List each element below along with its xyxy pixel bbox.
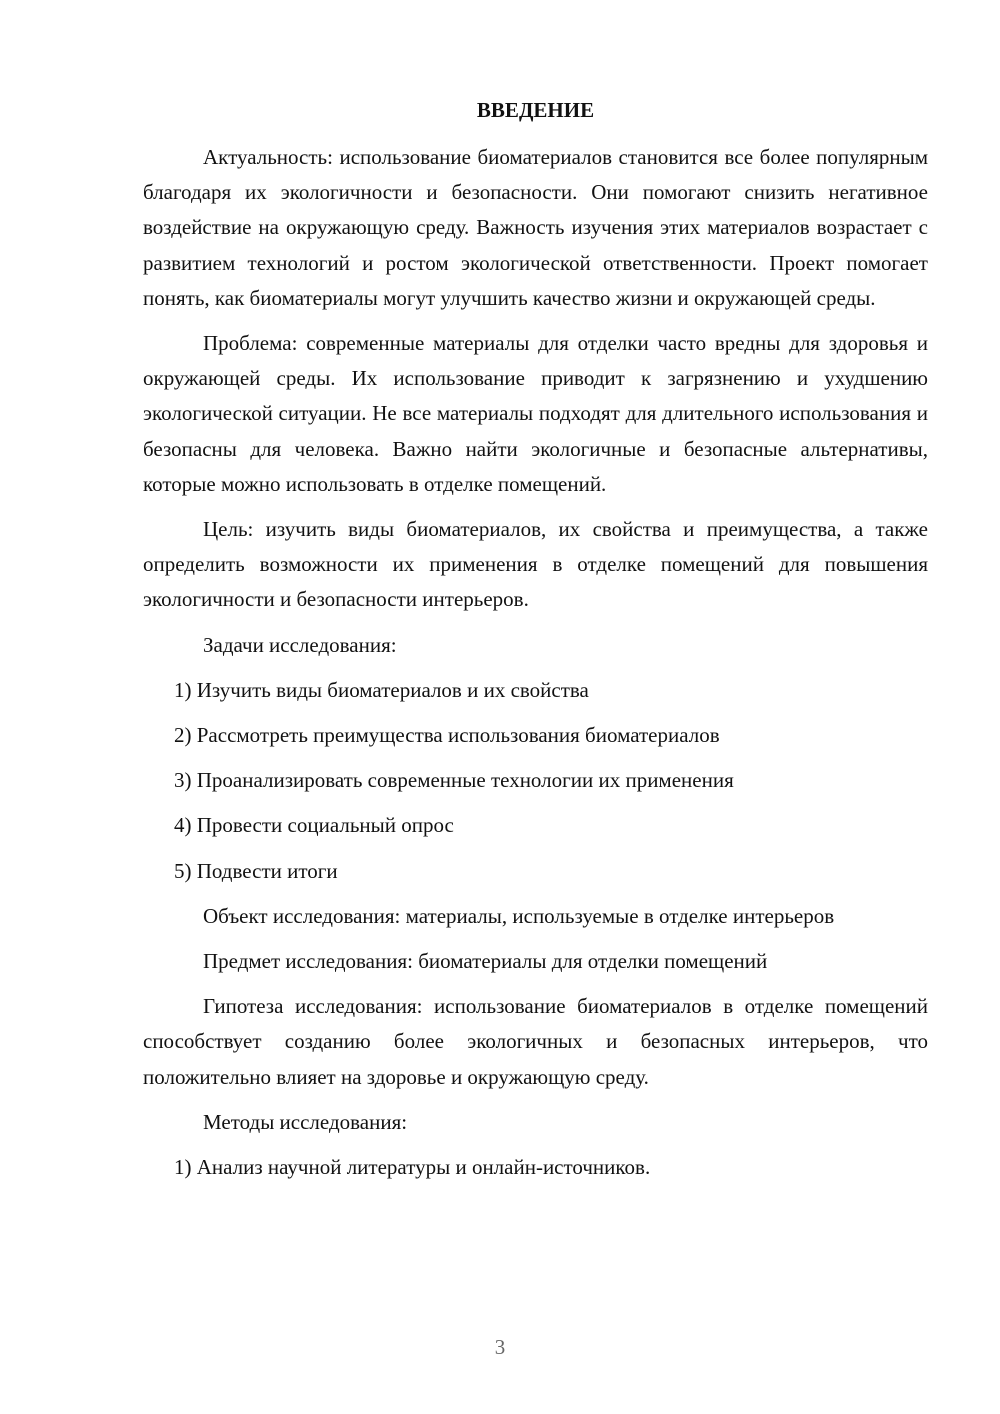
object-paragraph: Объект исследования: материалы, используемые в отделке интерьеров	[203, 903, 835, 928]
task-item: 5) Подвести итоги	[174, 858, 338, 883]
method-item: 1) Анализ научной литературы и онлайн-источников.	[174, 1155, 651, 1180]
task-item: 1) Изучить виды биоматериалов и их свойства	[174, 677, 589, 702]
subject-paragraph: Предмет исследования: биоматериалы для отделки помещений	[203, 949, 768, 974]
task-item: 2) Рассмотреть преимущества использования биоматериалов	[174, 723, 720, 748]
relevance-paragraph: Актуальность: использование биоматериалов становится все более популярным благодаря их экологичности и безопасности. Они помогают снизить негативное воздействие на окружающую среду. Важность изучения этих материалов возрастает с развитием технологий и ростом экологической ответственности. Проект помогает понять, как биоматериалы могут улучшить качество жизни и окружающей среды.	[143, 145, 928, 310]
document-body	[143, 94, 928, 1195]
tasks-heading: Задачи исследования:	[203, 632, 397, 657]
task-item: 3) Проанализировать современные технологии их применения	[174, 768, 734, 793]
methods-heading: Методы исследования:	[203, 1109, 408, 1134]
goal-paragraph: Цель: изучить виды биоматериалов, их свойства и преимущества, а также определить возможности их применения в отделке помещений для повышения экологичности и безопасности интерьеров.	[143, 517, 928, 612]
page-number: 3	[494, 1335, 506, 1359]
hypothesis-paragraph: Гипотеза исследования: использование биоматериалов в отделке помещений способствует созданию более экологичных и безопасных интерьеров, что положительно влияет на здоровье и окружающую среду.	[143, 994, 928, 1089]
section-title: ВВЕДЕНИЕ	[476, 98, 595, 122]
problem-paragraph: Проблема: современные материалы для отделки часто вредны для здоровья и окружающей среды. Их использование приводит к загрязнению и ухудшению экологической ситуации. Не все материалы подходят для длительного использования и безопасны для человека. Важно найти экологичные и безопасные альтернативы, которые можно использовать в отделке помещений.	[143, 331, 928, 496]
task-item: 4) Провести социальный опрос	[174, 813, 454, 838]
